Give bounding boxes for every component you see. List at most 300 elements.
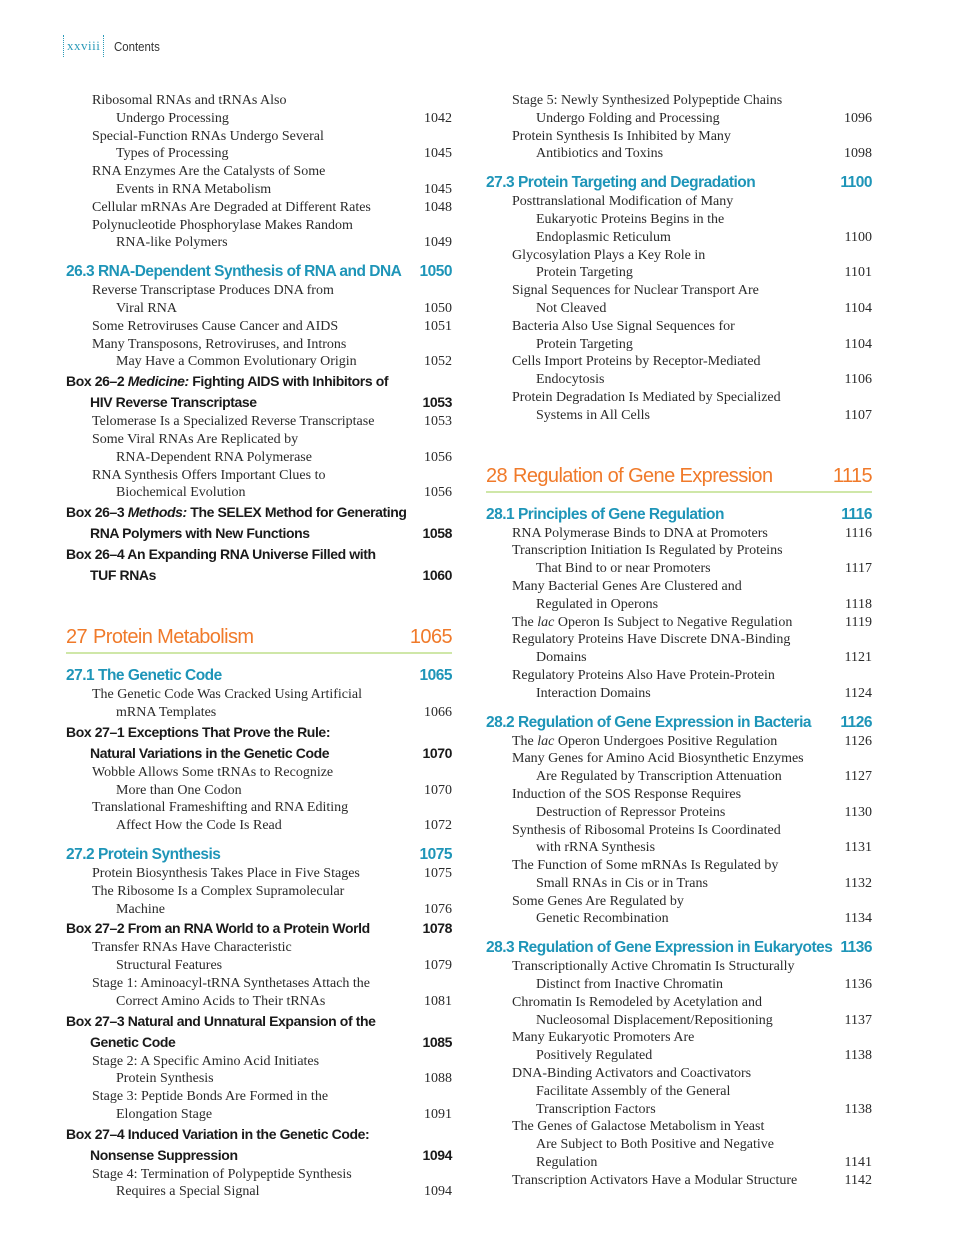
entry-title [486, 893, 684, 929]
section-heading [66, 845, 452, 865]
entry-line: Many Eukaryotic Promoters Are [512, 1030, 695, 1046]
toc-entry [486, 389, 872, 425]
toc-entry [486, 750, 872, 786]
toc-entry [486, 1118, 872, 1171]
entry-title [66, 975, 370, 1011]
page-ref: 1142 [844, 1172, 872, 1188]
toc-entry [486, 525, 872, 543]
entry-line: Cellular mRNAs Are Degraded at Different Rates [92, 199, 371, 215]
toc-entry [486, 1172, 872, 1190]
chapter-number: 28 [486, 464, 508, 487]
page-ref: 1131 [844, 840, 872, 856]
page-ref: 1070 [424, 782, 452, 798]
entry-title [66, 128, 324, 164]
toc-entry [486, 857, 872, 893]
page-ref: 1056 [424, 449, 452, 465]
toc-entry [486, 667, 872, 703]
page-ref: 1056 [424, 485, 452, 501]
page-ref: 1117 [845, 561, 872, 577]
entry-line: Special-Function RNAs Undergo Several [92, 128, 324, 144]
entry-line: Endocytosis [536, 372, 605, 388]
entry-line: Facilitate Assembly of the General [536, 1083, 731, 1099]
entry-line: RNA-Dependent RNA Polymerase [116, 449, 312, 465]
italic-term: lac [537, 614, 555, 630]
entry-line: Protein Targeting [536, 336, 633, 352]
section-heading [66, 666, 452, 686]
entry-title [66, 199, 371, 217]
page-ref: 1138 [844, 1101, 872, 1117]
entry-line: Are Subject to Both Positive and Negative [536, 1137, 774, 1153]
section-heading [486, 713, 872, 733]
toc-entry [66, 467, 452, 503]
entry-line: Chromatin Is Remodeled by Acetylation and [512, 994, 763, 1010]
toc-entry [66, 128, 452, 164]
toc-entry [66, 92, 452, 128]
entry-line: Regulatory Proteins Have Discrete DNA-Binding [512, 632, 791, 648]
entry-title [66, 1166, 352, 1202]
toc-entry [66, 865, 452, 883]
box-title [66, 722, 330, 764]
entry-title [486, 128, 731, 164]
entry-title [66, 686, 362, 722]
toc-entry [486, 193, 872, 246]
entry-line: Are Regulated by Transcription Attenuation [536, 769, 782, 785]
box-entry [66, 544, 452, 586]
entry-title [486, 193, 733, 246]
entry-line: The Function of Some mRNAs Is Regulated by [512, 858, 779, 874]
toc-entry [66, 883, 452, 919]
box-title [66, 371, 388, 413]
page-ref: 1106 [844, 372, 872, 388]
page-ref: 1136 [844, 977, 872, 993]
entry-line: The Ribosome Is a Complex Supramolecular [92, 883, 345, 899]
entry-title [486, 282, 759, 318]
entry-title [66, 336, 357, 372]
entry-line: Structural Features [116, 958, 223, 974]
section-title: 27.1 The Genetic Code [66, 667, 222, 685]
box-title [66, 544, 376, 586]
entry-line: RNA Synthesis Offers Important Clues to [92, 467, 326, 483]
section-heading [66, 262, 452, 282]
entry-line: Protein Targeting [536, 265, 633, 281]
box-entry [66, 1124, 452, 1166]
page-ref: 1072 [424, 818, 452, 834]
chapter-title [486, 463, 772, 489]
entry-line: Glycosylation Plays a Key Role in [512, 247, 706, 263]
page-ref: 1088 [424, 1071, 452, 1087]
page-ref: 1042 [424, 110, 452, 126]
entry-line: Domains [536, 650, 587, 666]
entry-line: Transcription Activators Have a Modular Structure [512, 1172, 798, 1188]
entry-line: Telomerase Is a Specialized Reverse Transcriptase [92, 414, 375, 430]
page-ref: 1101 [844, 265, 872, 281]
page-ref: 1065 [419, 667, 452, 685]
entry-line: Nucleosomal Displacement/Repositioning [536, 1012, 773, 1028]
page-ref: 1076 [424, 901, 452, 917]
toc-entry [486, 733, 872, 751]
entry-line: Many Bacterial Genes Are Clustered and [512, 578, 742, 594]
entry-title [486, 247, 705, 283]
section-title: 26.3 RNA-Dependent Synthesis of RNA and DNA [66, 263, 402, 281]
section-heading [486, 173, 872, 193]
entry-line: Requires a Special Signal [116, 1184, 260, 1200]
entry-title [66, 217, 353, 253]
chapter-heading [66, 624, 452, 654]
entry-line: Stage 2: A Specific Amino Acid Initiates [92, 1053, 320, 1069]
toc-entry [486, 282, 872, 318]
page-ref: 1130 [844, 804, 872, 820]
box-entry [66, 502, 452, 544]
right-column [486, 92, 872, 1190]
page-ref: 1096 [844, 110, 872, 126]
entry-title [66, 92, 286, 128]
entry-title [486, 92, 782, 128]
page-ref: 1066 [424, 704, 452, 720]
section-title: 28.1 Principles of Gene Regulation [486, 505, 724, 523]
entry-title [486, 542, 783, 578]
entry-line: Machine [116, 901, 165, 917]
entry-line: Protein Synthesis [116, 1071, 214, 1087]
page-ref: 1050 [424, 300, 452, 316]
toc-entry [486, 353, 872, 389]
entry-title [486, 525, 768, 543]
entry-title [66, 883, 344, 919]
toc-entry [486, 128, 872, 164]
box-entry [66, 722, 452, 764]
page-ref: 1075 [419, 845, 452, 863]
box-line: Box 27–3 Natural and Unnatural Expansion of the [66, 1012, 376, 1029]
entry-line: Transfer RNAs Have Characteristic [92, 940, 292, 956]
toc-entry [66, 431, 452, 467]
entry-title [486, 750, 804, 786]
entry-title [486, 1172, 797, 1190]
toc-entry [66, 1088, 452, 1124]
page-ref: 1091 [424, 1106, 452, 1122]
page-ref: 1126 [844, 733, 872, 749]
entry-line: Posttranslational Modification of Many [512, 194, 734, 210]
toc-entry [486, 318, 872, 354]
left-column [66, 92, 452, 1201]
entry-line: Transcription Initiation Is Regulated by Proteins [512, 543, 783, 559]
page-ref: 1053 [424, 414, 452, 430]
toc-entry [66, 282, 452, 318]
entry-line: Cells Import Proteins by Receptor-Mediated [512, 354, 761, 370]
entry-line: Small RNAs in Cis or in Trans [536, 875, 708, 891]
entry-line: Not Cleaved [536, 300, 607, 316]
entry-title [66, 1053, 319, 1089]
entry-line: Regulatory Proteins Also Have Protein-Protein [512, 667, 775, 683]
entry-title [486, 353, 761, 389]
entry-line: The lac Operon Undergoes Positive Regulation [512, 733, 778, 749]
page-ref: 1050 [419, 263, 452, 281]
page-ref: 1118 [845, 596, 872, 612]
entry-title [66, 764, 333, 800]
entry-line: Systems in All Cells [536, 407, 650, 423]
box-line: Box 27–4 Induced Variation in the Genetic Code: [66, 1125, 370, 1142]
entry-title [66, 939, 292, 975]
page-ref: 1048 [424, 199, 452, 215]
entry-line: Wobble Allows Some tRNAs to Recognize [92, 764, 334, 780]
page-ref: 1094 [422, 1146, 452, 1163]
entry-title [486, 822, 781, 858]
entry-title [66, 413, 374, 431]
entry-title [66, 318, 338, 336]
box-line: Box 26–2 Medicine: Fighting AIDS with Inhibitors of [66, 373, 389, 390]
entry-line: RNA Polymerase Binds to DNA at Promoters [512, 525, 768, 541]
page-ref: 1121 [844, 650, 872, 666]
entry-title [486, 1029, 694, 1065]
entry-line: More than One Codon [116, 782, 242, 798]
toc-entry [66, 336, 452, 372]
entry-line: Viral RNA [116, 300, 177, 316]
page-ref: 1085 [422, 1033, 452, 1050]
box-line: RNA Polymers with New Functions [90, 525, 310, 542]
entry-line: Biochemical Evolution [116, 485, 246, 501]
entry-line: DNA-Binding Activators and Coactivators [512, 1066, 752, 1082]
box-title [66, 918, 370, 939]
page-header [63, 33, 166, 59]
toc-entry [486, 1029, 872, 1065]
page-ref: 1065 [409, 626, 452, 649]
box-title [66, 1124, 369, 1166]
entry-title [486, 667, 775, 703]
entry-line: with rRNA Synthesis [536, 840, 656, 856]
box-entry [66, 371, 452, 413]
page-ref: 1132 [844, 875, 872, 891]
box-entry [66, 1011, 452, 1053]
entry-line: Elongation Stage [116, 1106, 213, 1122]
page-ref: 1104 [844, 336, 872, 352]
entry-line: Induction of the SOS Response Requires [512, 786, 742, 802]
toc-entry [486, 958, 872, 994]
page-ref: 1124 [844, 685, 872, 701]
entry-line: Transcription Factors [536, 1101, 656, 1117]
page-ref: 1078 [422, 920, 452, 937]
box-line: Genetic Code [90, 1033, 176, 1050]
page-ref: 1098 [844, 146, 872, 162]
entry-line: Many Transposons, Retroviruses, and Introns [92, 336, 347, 352]
toc-entry [486, 786, 872, 822]
box-category: Methods: [127, 504, 187, 521]
toc-entry [486, 631, 872, 667]
entry-line: The Genetic Code Was Cracked Using Artificial [92, 687, 362, 703]
chapter-title [66, 624, 253, 650]
entry-line: RNA-like Polymers [116, 235, 228, 251]
entry-line: Bacteria Also Use Signal Sequences for [512, 318, 735, 334]
page-ref: 1060 [422, 567, 452, 584]
entry-line: Protein Degradation Is Mediated by Specialized [512, 389, 781, 405]
page-ref: 1045 [424, 146, 452, 162]
section-title: 27.2 Protein Synthesis [66, 845, 221, 863]
page-ref: 1081 [424, 993, 452, 1009]
toc-entry [486, 614, 872, 632]
page-ref: 1075 [424, 865, 452, 881]
entry-line: Stage 3: Peptide Bonds Are Formed in the [92, 1089, 329, 1105]
section-title: 28.2 Regulation of Gene Expression in Bacteria [486, 713, 811, 731]
toc-entry [486, 578, 872, 614]
page-ref: 1138 [844, 1048, 872, 1064]
entry-line: Translational Frameshifting and RNA Editing [92, 800, 349, 816]
entry-title [66, 467, 325, 503]
entry-line: Transcriptionally Active Chromatin Is Structurally [512, 959, 795, 975]
chapter-number: 27 [66, 626, 88, 649]
toc-entry [66, 1166, 452, 1202]
entry-line: Protein Synthesis Is Inhibited by Many [512, 128, 731, 144]
toc-entry [66, 217, 452, 253]
page-ref: 1053 [422, 394, 452, 411]
entry-line: Distinct from Inactive Chromatin [536, 977, 724, 993]
entry-title [486, 389, 781, 425]
page-ref: 1049 [424, 235, 452, 251]
page-ref: 1127 [844, 769, 872, 785]
box-line: Natural Variations in the Genetic Code [90, 744, 330, 761]
box-line: Nonsense Suppression [90, 1146, 238, 1163]
entry-line: Eukaryotic Proteins Begins in the [536, 211, 725, 227]
entry-title [486, 614, 792, 632]
chapter-name: Protein Metabolism [93, 626, 254, 649]
entry-title [66, 865, 360, 883]
toc-entry [66, 764, 452, 800]
toc-entry [66, 686, 452, 722]
entry-line: Some Retroviruses Cause Cancer and AIDS [92, 318, 339, 334]
entry-line: May Have a Common Evolutionary Origin [116, 354, 357, 370]
entry-line: Regulated in Operons [536, 596, 659, 612]
section-title: 27.3 Protein Targeting and Degradation [486, 174, 756, 192]
entry-line: Correct Amino Acids to Their tRNAs [116, 993, 326, 1009]
toc-entry [486, 994, 872, 1030]
entry-title [486, 631, 790, 667]
entry-line: Protein Biosynthesis Takes Place in Five Stages [92, 865, 360, 881]
box-line: HIV Reverse Transcriptase [90, 394, 257, 411]
box-title [66, 502, 407, 544]
page-ref: 1141 [844, 1155, 872, 1171]
entry-line: Types of Processing [116, 146, 229, 162]
toc-entry [66, 413, 452, 431]
entry-title [486, 786, 741, 822]
entry-title [486, 578, 742, 614]
box-line: TUF RNAs [90, 567, 157, 584]
box-line: Box 26–4 An Expanding RNA Universe Filled with [66, 546, 376, 563]
page-ref: 1051 [424, 318, 452, 334]
toc-entry [486, 1065, 872, 1118]
entry-line: Synthesis of Ribosomal Proteins Is Coordinated [512, 822, 781, 838]
italic-term: lac [537, 733, 555, 749]
entry-line: Destruction of Repressor Proteins [536, 804, 726, 820]
entry-line: Genetic Recombination [536, 911, 669, 927]
page-ref: 1045 [424, 181, 452, 197]
section-heading [486, 938, 872, 958]
entry-line: Affect How the Code Is Read [116, 818, 282, 834]
toc-entry [66, 939, 452, 975]
entry-title [486, 994, 773, 1030]
toc-entry [486, 893, 872, 929]
page-ref: 1104 [844, 300, 872, 316]
page-ref: 1100 [840, 174, 872, 192]
entry-line: Stage 5: Newly Synthesized Polypeptide Chains [512, 93, 783, 108]
entry-line: Events in RNA Metabolism [116, 181, 272, 197]
toc-entry [486, 542, 872, 578]
page-ref: 1119 [845, 614, 872, 630]
page-ref: 1058 [422, 525, 452, 542]
entry-line: The Genes of Galactose Metabolism in Yeast [512, 1119, 765, 1135]
page-ref: 1052 [424, 354, 452, 370]
entry-title [486, 958, 795, 994]
toc-entry [66, 799, 452, 835]
chapter-name: Regulation of Gene Expression [513, 464, 773, 487]
page-number: xxviii [63, 35, 104, 57]
box-line: Box 26–3 Methods: The SELEX Method for Generating [66, 504, 407, 521]
entry-title [486, 1118, 774, 1171]
section-heading [486, 505, 872, 525]
page-ref: 1107 [844, 407, 872, 423]
entry-line: Undergo Folding and Processing [536, 110, 720, 126]
box-line: Box 27–1 Exceptions That Prove the Rule: [66, 723, 331, 740]
entry-line: Regulation [536, 1155, 598, 1171]
entry-line: Interaction Domains [536, 685, 651, 701]
toc-entry [66, 163, 452, 199]
entry-line: Positively Regulated [536, 1048, 653, 1064]
entry-title [486, 1065, 751, 1118]
entry-line: Reverse Transcriptase Produces DNA from [92, 283, 334, 299]
entry-line: Signal Sequences for Nuclear Transport Are [512, 283, 759, 299]
entry-line: That Bind to or near Promoters [536, 561, 711, 577]
page-ref: 1100 [844, 229, 872, 245]
toc-entry [66, 1053, 452, 1089]
page-ref: 1116 [845, 525, 872, 541]
toc-entry [66, 975, 452, 1011]
entry-line: Some Genes Are Regulated by [512, 893, 684, 909]
entry-line: mRNA Templates [116, 704, 217, 720]
entry-line: Endoplasmic Reticulum [536, 229, 671, 245]
entry-title [66, 799, 348, 835]
box-line: Box 27–2 From an RNA World to a Protein World [66, 920, 370, 937]
entry-line: RNA Enzymes Are the Catalysts of Some [92, 164, 326, 180]
page-ref: 1094 [424, 1184, 452, 1200]
entry-line: Polynucleotide Phosphorylase Makes Random [92, 217, 353, 233]
entry-line: Many Genes for Amino Acid Biosynthetic Enzymes [512, 751, 804, 767]
page-ref: 1079 [424, 958, 452, 974]
entry-line: The lac Operon Is Subject to Negative Regulation [512, 614, 793, 630]
page-ref: 1136 [840, 939, 872, 957]
page-ref: 1115 [832, 464, 872, 487]
entry-title [66, 163, 325, 199]
entry-line: Stage 1: Aminoacyl-tRNA Synthetases Attach the [92, 975, 371, 991]
page-ref: 1137 [844, 1012, 872, 1028]
entry-line: Stage 4: Termination of Polypeptide Synthesis [92, 1166, 352, 1182]
entry-line: Some Viral RNAs Are Replicated by [92, 431, 299, 447]
box-category: Medicine: [127, 373, 189, 390]
entry-title [66, 282, 334, 318]
entry-title [486, 733, 777, 751]
chapter-heading [486, 463, 872, 493]
entry-line: Ribosomal RNAs and tRNAs Also [92, 93, 287, 108]
page-ref: 1126 [840, 713, 872, 731]
toc-entry [66, 318, 452, 336]
page-ref: 1070 [422, 744, 452, 761]
header-label: Contents [114, 38, 161, 54]
box-entry [66, 918, 452, 939]
toc-entry [486, 822, 872, 858]
entry-title [486, 857, 778, 893]
entry-line: Antibiotics and Toxins [536, 146, 664, 162]
section-title: 28.3 Regulation of Gene Expression in Eukaryotes [486, 939, 833, 957]
page-ref: 1134 [844, 911, 872, 927]
entry-title [66, 1088, 328, 1124]
toc-entry [486, 92, 872, 128]
entry-line: Undergo Processing [116, 110, 229, 126]
entry-title [66, 431, 312, 467]
toc-entry [486, 247, 872, 283]
